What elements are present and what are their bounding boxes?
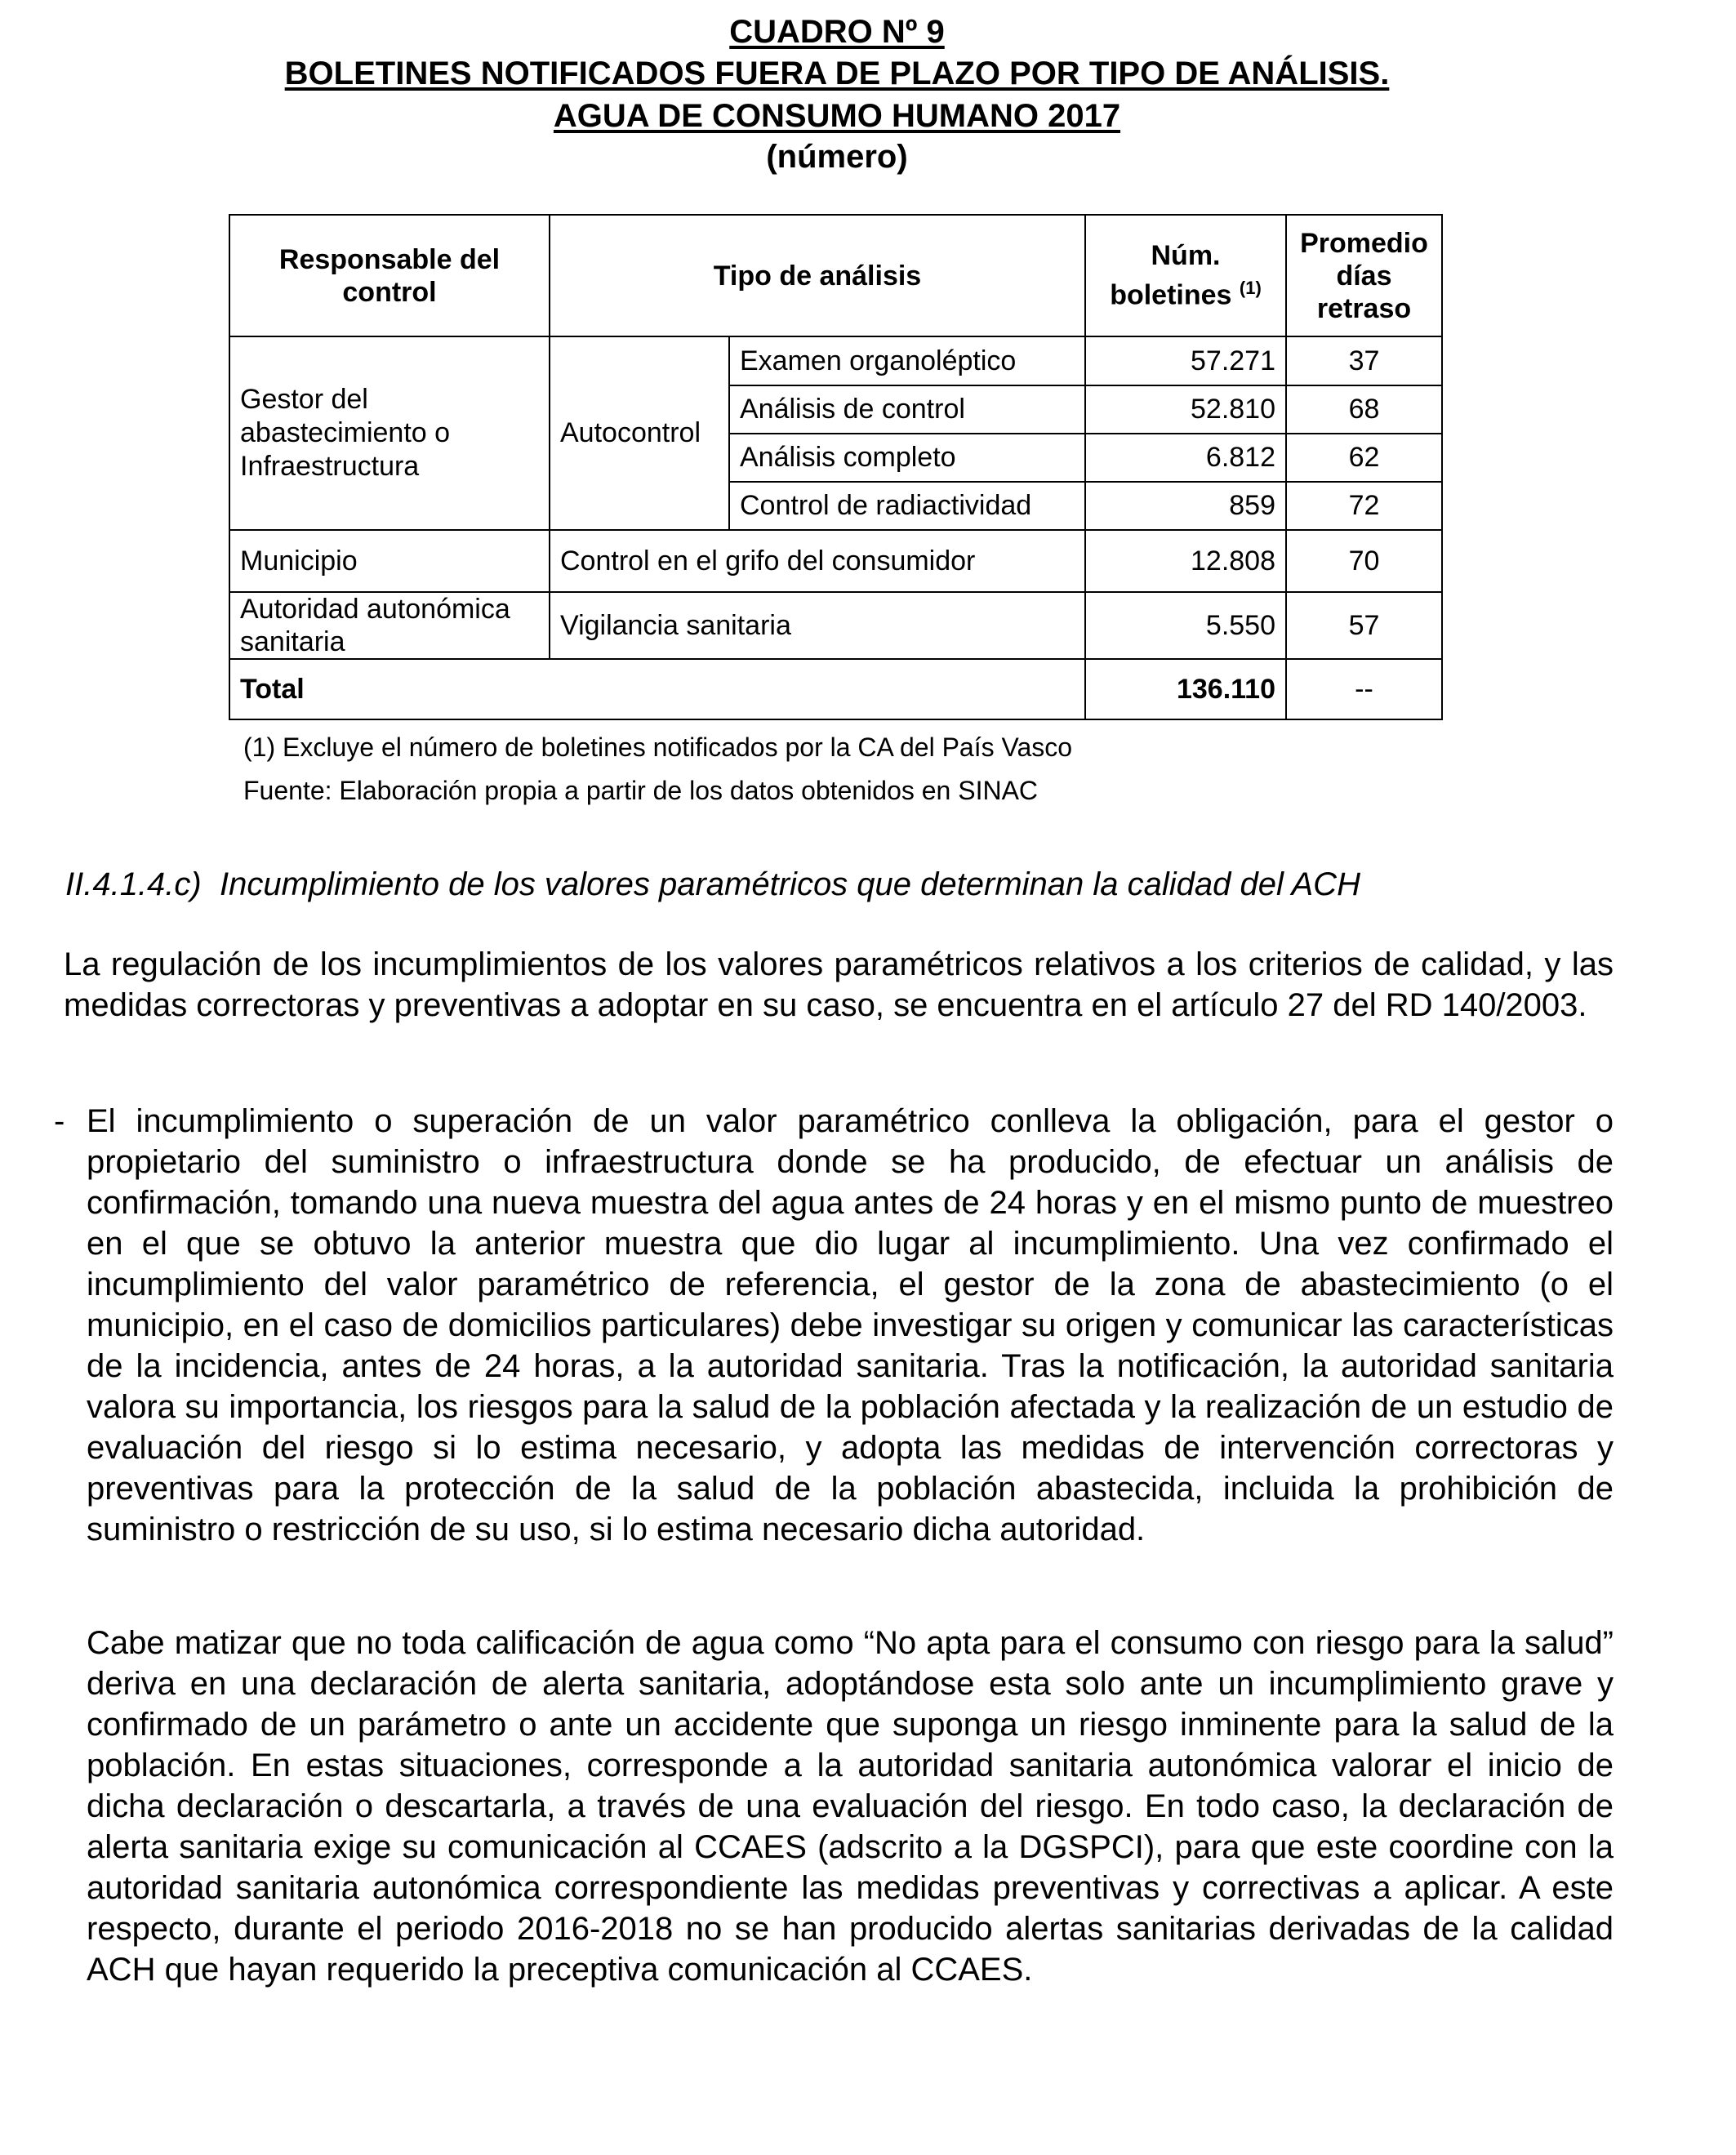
paragraph-regulacion: La regulación de los incumplimientos de los valores paramétricos relativos a los criterios de calidad, y las medidas correctoras y preventivas a adoptar en su caso, se encuentra en el artículo 27 del RD 140/2003.: [64, 946, 1614, 1023]
dias-cell: 57: [1286, 592, 1442, 659]
header-tipo: Tipo de análisis: [550, 215, 1085, 336]
dias-cell: 68: [1286, 385, 1442, 434]
tipo-cell: Análisis de control: [729, 385, 1085, 434]
total-row: [229, 659, 1442, 719]
num-cell: 859: [1085, 482, 1286, 530]
table-number: CUADRO Nº 9: [729, 14, 945, 50]
total-dias: --: [1286, 659, 1442, 719]
table-unit: (número): [766, 139, 908, 175]
num-cell: 6.812: [1085, 434, 1286, 482]
total-num: 136.110: [1085, 659, 1286, 719]
header-row: [229, 215, 1442, 336]
source-note: Fuente: Elaboración propia a partir de los datos obtenidos en SINAC: [243, 776, 1039, 805]
header-responsable: Responsable del control: [229, 215, 550, 336]
tipo-cell: Análisis completo: [729, 434, 1085, 482]
tipo-cell: Control en el grifo del consumidor: [550, 530, 1085, 592]
responsable-gestor: Gestor del abastecimiento o Infraestructura: [229, 336, 550, 530]
tipo-cell: Vigilancia sanitaria: [550, 592, 1085, 659]
dias-cell: 70: [1286, 530, 1442, 592]
dias-cell: 37: [1286, 336, 1442, 385]
dias-cell: 72: [1286, 482, 1442, 530]
num-cell: 5.550: [1085, 592, 1286, 659]
categoria-autocontrol: Autocontrol: [550, 336, 729, 530]
tipo-cell: Control de radiactividad: [729, 482, 1085, 530]
section-heading: II.4.1.4.c) Incumplimiento de los valores paramétricos que determinan la calidad del ACH: [65, 866, 1360, 902]
table-row: [229, 530, 1442, 592]
num-cell: 52.810: [1085, 385, 1286, 434]
footnote-ref: (1): [1239, 278, 1262, 299]
paragraph-alerta-sanitaria: Cabe matizar que no toda calificación de agua como “No apta para el consumo con riesgo para la salud” deriva en una declaración de alerta sanitaria, adoptándose esta solo ante un incumplimiento grave y confirmado de un parámetro o ante un accidente que suponga un riesgo inminente para la salud de la población. En estas situaciones, corresponde a la autoridad sanitaria autonómica valorar el inicio de dicha declaración o descartarla, a través de una evaluación del riesgo. En todo caso, la declaración de alerta sanitaria exige su comunicación al CCAES (adscrito a la DGSPCI), para que este coordine con la autoridad sanitaria autonómica correspondiente las medidas preventivas y correctivas a aplicar. A este respecto, durante el periodo 2016-2018 no se han producido alertas sanitarias derivadas de la calidad ACH que hayan requerido la preceptiva comunicación al CCAES.: [87, 1625, 1614, 1988]
boletines-table: [229, 214, 1443, 720]
responsable-autoridad: Autoridad autonómica sanitaria: [229, 592, 550, 659]
header-num: Núm. boletines $^{(1)}$: [1085, 215, 1286, 336]
footnote: (1) Excluye el número de boletines notificados por la CA del País Vasco: [243, 732, 1073, 762]
tipo-cell: Examen organoléptico: [729, 336, 1085, 385]
table-row: [229, 336, 1442, 385]
paragraph-incumplimiento: El incumplimiento o superación de un valor paramétrico conlleva la obligación, para el gestor o propietario del suministro o infraestructura donde se ha producido, de efectuar un análisis de confirmación, tomando una nueva muestra del agua antes de 24 horas y en el mismo punto de muestreo en el que se obtuvo la anterior muestra que dio lugar al incumplimiento. Una vez confirmado el incumplimiento del valor paramétrico de referencia, el gestor de la zona de abastecimiento (o el municipio, en el caso de domicilios particulares) debe investigar su origen y comunicar las características de la incidencia, antes de 24 horas, a la autoridad sanitaria. Tras la notificación, la autoridad sanitaria valora su importancia, los riesgos para la salud de la población afectada y la realización de un estudio de evaluación del riesgo si lo estima necesario, y adopta las medidas de intervención correctoras y preventivas para la protección de la salud de la población abastecida, incluida la prohibición de suministro o restricción de su uso, si lo estima necesario dicha autoridad.: [87, 1103, 1614, 1547]
table-subtitle: AGUA DE CONSUMO HUMANO 2017: [553, 98, 1121, 134]
table-row: [229, 592, 1442, 659]
bullet-marker: -: [54, 1103, 65, 1139]
dias-cell: 62: [1286, 434, 1442, 482]
num-cell: 57.271: [1085, 336, 1286, 385]
responsable-municipio: Municipio: [229, 530, 550, 592]
table-title: BOLETINES NOTIFICADOS FUERA DE PLAZO POR TIPO DE ANÁLISIS.: [284, 56, 1390, 91]
header-promedio: Promedio días retraso: [1286, 215, 1442, 336]
num-cell: 12.808: [1085, 530, 1286, 592]
total-label: Total: [229, 659, 1085, 719]
